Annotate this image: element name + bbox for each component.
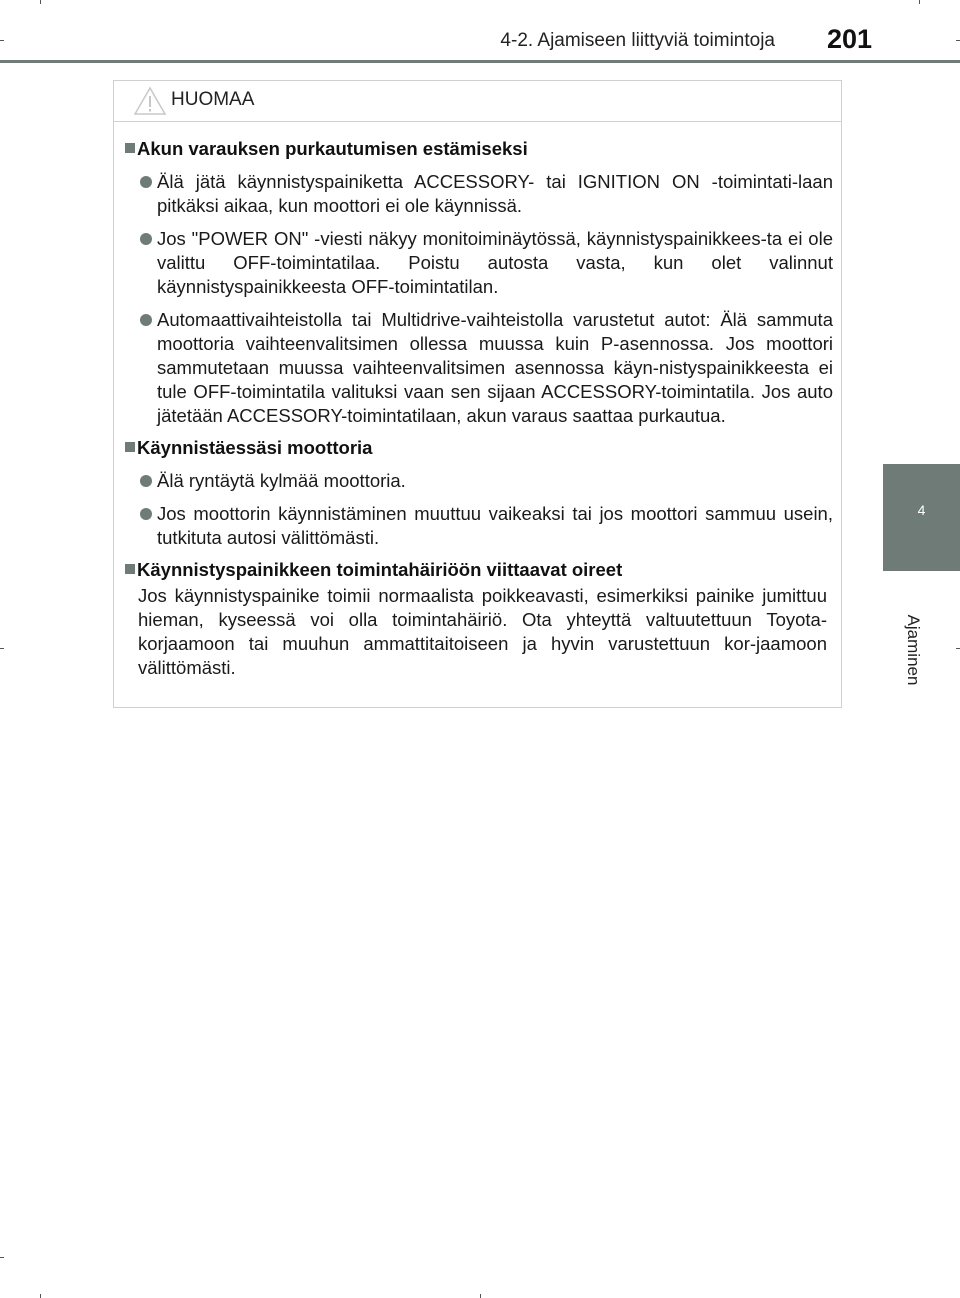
list-item	[114, 502, 841, 550]
crop-mark	[956, 40, 960, 41]
warning-triangle-icon	[133, 86, 167, 116]
circle-bullet-icon	[140, 314, 152, 326]
crop-mark	[0, 648, 4, 649]
list-item	[114, 227, 841, 299]
circle-bullet-icon	[140, 475, 152, 487]
section-heading-text: Käynnistyspainikkeen toimintahäiriöön viittaavat oireet	[137, 559, 623, 580]
list-item-text: Automaattivaihteistolla tai Multidrive-vaihteistolla varustetut autot: Älä sammuta moottoria vaihteenvalitsimen ollessa muussa kuin P-asennossa. Jos moottori sammutetaan muussa vaihteenvalitsimen asennossa käyn-nistyspainikkeesta ei tule OFF-toimintatila valituksi vaan sen sijaan ACCESSORY-toimintatila. Jos auto jätetään ACCESSORY-toimintatilaan, akun varaus saattaa purkautua.	[157, 309, 833, 426]
chapter-label-wrap	[903, 614, 923, 686]
square-bullet-icon	[125, 143, 135, 153]
notice-title: HUOMAA	[171, 89, 255, 110]
list-item	[114, 469, 841, 493]
square-bullet-icon	[125, 564, 135, 574]
list-item	[114, 170, 841, 218]
notice-box	[113, 80, 842, 708]
crop-mark	[0, 1257, 4, 1258]
notice-header	[114, 81, 841, 122]
paragraph: Jos käynnistyspainike toimii normaalista poikkeavasti, esimerkiksi painike jumittuu hieman, kyseessä voi olla toimintahäiriö. Ota yhteyttä valtuutettuun Toyota-korjaamoon tai muuhun ammattitaitoiseen ja hyvin varustettuun kor-jaamoon välittömästi.	[138, 585, 827, 678]
page-number: 201	[826, 24, 872, 54]
section-heading-text: Akun varauksen purkautumisen estämiseksi	[137, 138, 528, 159]
crop-mark	[40, 0, 41, 4]
circle-bullet-icon	[140, 233, 152, 245]
chapter-tab	[883, 464, 960, 571]
chapter-number: 4	[917, 502, 926, 518]
section-heading	[114, 137, 841, 161]
list-item-text: Jos "POWER ON" -viesti näkyy monitoiminäytössä, käynnistyspainikkees-ta ei ole valittu OFF-toimintatilaa. Poistu autosta vasta, kun olet valinnut käynnistyspainikkeesta OFF-toimintatilan.	[157, 228, 833, 297]
section-heading	[114, 436, 841, 460]
section-title: 4-2. Ajamiseen liittyviä toimintoja	[500, 30, 775, 51]
chapter-label: Ajaminen	[904, 614, 923, 686]
section-heading-text: Käynnistäessäsi moottoria	[137, 437, 373, 458]
crop-mark	[956, 648, 960, 649]
section-heading	[114, 558, 841, 582]
crop-mark	[0, 40, 4, 41]
crop-mark	[919, 0, 920, 4]
list-item-text: Jos moottorin käynnistäminen muuttuu vaikeaksi tai jos moottori sammuu usein, tutkituta autosi välittömästi.	[157, 503, 833, 548]
header-rule	[0, 60, 960, 63]
list-item-text: Älä jätä käynnistyspainiketta ACCESSORY- tai IGNITION ON -toimintati-laan pitkäksi aikaa, kun moottori ei ole käynnissä.	[157, 171, 833, 216]
list-item	[114, 308, 841, 428]
circle-bullet-icon	[140, 508, 152, 520]
notice-body	[114, 137, 841, 680]
circle-bullet-icon	[140, 176, 152, 188]
list-item-text: Älä ryntäytä kylmää moottoria.	[157, 470, 406, 491]
crop-mark	[40, 1294, 41, 1298]
crop-mark	[480, 1294, 481, 1298]
square-bullet-icon	[125, 442, 135, 452]
